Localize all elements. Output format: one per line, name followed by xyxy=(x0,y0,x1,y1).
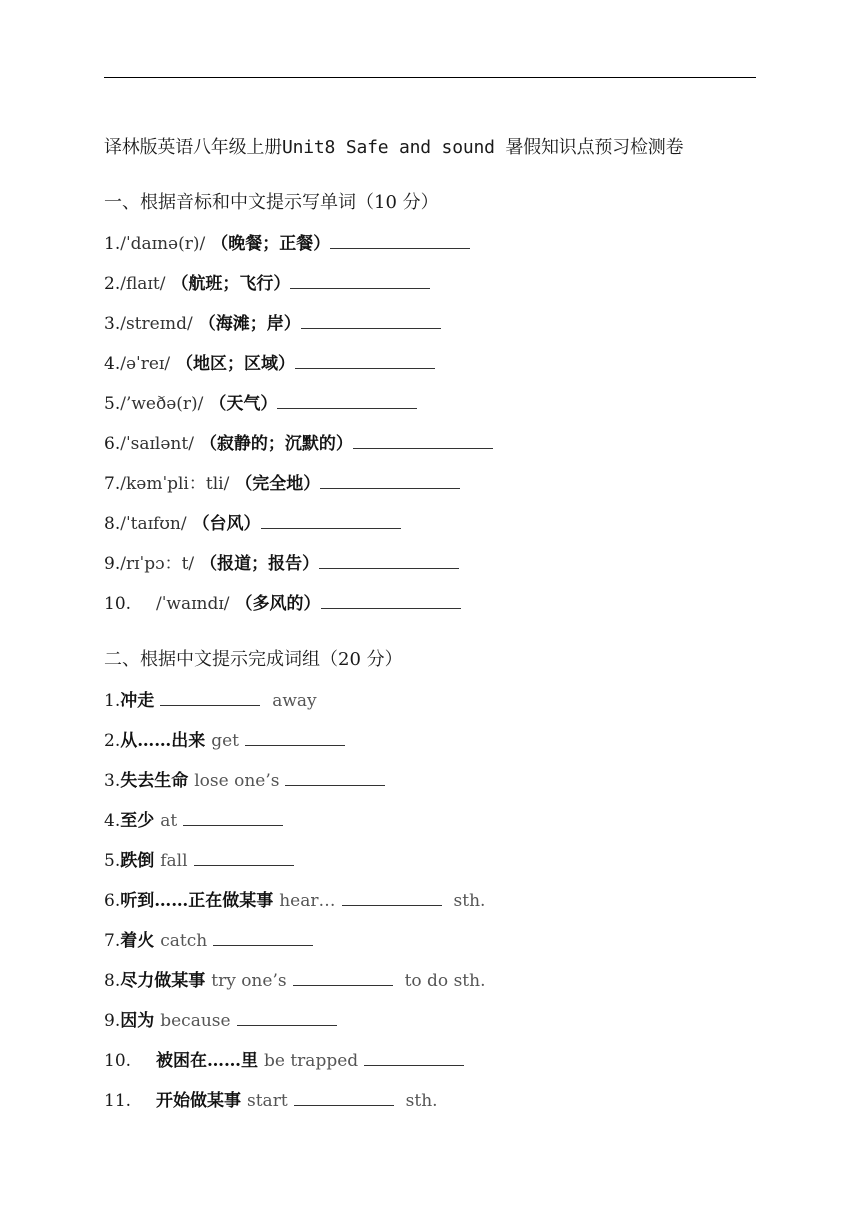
item-number: 5. xyxy=(104,851,121,871)
phrase-suffix: away xyxy=(272,691,317,711)
answer-blank[interactable] xyxy=(342,891,442,906)
answer-blank[interactable] xyxy=(330,234,470,249)
item-number: 11. xyxy=(104,1091,132,1111)
chinese-hint: （航班；飞行） xyxy=(171,274,291,294)
vocab-item xyxy=(104,589,461,614)
vocab-item xyxy=(104,229,470,254)
answer-blank[interactable] xyxy=(319,554,459,569)
phonetic-text: /’weðə(r)/ xyxy=(120,394,204,414)
chinese-prompt: 听到……正在做某事 xyxy=(120,891,274,911)
answer-blank[interactable] xyxy=(290,274,430,289)
chinese-prompt: 从……出来 xyxy=(120,731,206,751)
chinese-hint: （台风） xyxy=(192,514,261,534)
answer-blank[interactable] xyxy=(285,771,385,786)
item-number: 3. xyxy=(104,771,121,791)
answer-blank[interactable] xyxy=(301,314,441,329)
answer-blank[interactable] xyxy=(294,1091,394,1106)
phrase-item xyxy=(104,686,317,711)
answer-blank[interactable] xyxy=(261,514,401,529)
chinese-hint: （完全地） xyxy=(235,474,321,494)
chinese-prompt: 着火 xyxy=(120,931,155,951)
phonetic-text: /ˈtaɪfʊn/ xyxy=(120,514,187,534)
item-number: 5. xyxy=(104,394,121,414)
section2-heading: 二、根据中文提示完成词组（20 分） xyxy=(104,649,403,670)
phonetic-text: /kəmˈpli：tli/ xyxy=(120,474,230,494)
phonetic-text: /rɪˈpɔ：t/ xyxy=(120,554,195,574)
chinese-prompt: 因为 xyxy=(120,1011,155,1031)
item-number: 9. xyxy=(104,1011,121,1031)
chinese-prompt: 被困在……里 xyxy=(156,1051,258,1071)
vocab-item xyxy=(104,429,493,454)
phrase-item xyxy=(104,806,283,831)
phrase-item xyxy=(104,846,294,871)
chinese-prompt: 失去生命 xyxy=(120,771,189,791)
answer-blank[interactable] xyxy=(160,691,260,706)
phrase-prefix: get xyxy=(211,731,240,751)
answer-blank[interactable] xyxy=(194,851,294,866)
item-number: 2. xyxy=(104,731,121,751)
phrase-prefix: at xyxy=(160,811,178,831)
answer-blank[interactable] xyxy=(353,434,493,449)
vocab-item xyxy=(104,309,441,334)
chinese-hint: （地区；区域） xyxy=(176,354,296,374)
chinese-hint: （多风的） xyxy=(235,594,321,614)
phrase-prefix: fall xyxy=(160,851,188,871)
phrase-item xyxy=(104,926,313,951)
chinese-hint: （晚餐；正餐） xyxy=(211,234,331,254)
answer-blank[interactable] xyxy=(277,394,417,409)
vocab-item xyxy=(104,549,459,574)
header-rule xyxy=(104,77,756,78)
answer-blank[interactable] xyxy=(213,931,313,946)
item-number: 1. xyxy=(104,691,121,711)
chinese-hint: （报道；报告） xyxy=(200,554,320,574)
phrase-item xyxy=(104,886,485,911)
phrase-prefix: catch xyxy=(160,931,208,951)
phrase-prefix: lose one’s xyxy=(194,771,280,791)
item-number: 4. xyxy=(104,811,121,831)
phrase-prefix: be trapped xyxy=(264,1051,359,1071)
item-number: 10. xyxy=(104,594,132,614)
phrase-prefix: try one’s xyxy=(211,971,287,991)
answer-blank[interactable] xyxy=(183,811,283,826)
phonetic-text: /ˈsaɪlənt/ xyxy=(120,434,194,454)
phrase-item xyxy=(104,1046,464,1071)
answer-blank[interactable] xyxy=(364,1051,464,1066)
chinese-prompt: 尽力做某事 xyxy=(120,971,206,991)
answer-blank[interactable] xyxy=(321,594,461,609)
item-number: 9. xyxy=(104,554,121,574)
item-number: 6. xyxy=(104,434,121,454)
item-number: 7. xyxy=(104,931,121,951)
item-number: 4. xyxy=(104,354,121,374)
answer-blank[interactable] xyxy=(295,354,435,369)
phrase-item xyxy=(104,966,485,991)
phrase-suffix: sth. xyxy=(453,891,486,911)
item-number: 8. xyxy=(104,971,121,991)
vocab-item xyxy=(104,269,430,294)
item-number: 6. xyxy=(104,891,121,911)
vocab-item xyxy=(104,469,460,494)
vocab-item xyxy=(104,509,401,534)
chinese-hint: （天气） xyxy=(209,394,278,414)
chinese-prompt: 至少 xyxy=(120,811,155,831)
phrase-prefix: because xyxy=(160,1011,231,1031)
item-number: 8. xyxy=(104,514,121,534)
chinese-hint: （海滩；岸） xyxy=(198,314,301,334)
answer-blank[interactable] xyxy=(320,474,460,489)
item-number: 10. xyxy=(104,1051,132,1071)
chinese-prompt: 跌倒 xyxy=(120,851,155,871)
answer-blank[interactable] xyxy=(237,1011,337,1026)
phonetic-text: /ˈdaɪnə(r)/ xyxy=(120,234,206,254)
item-number: 2. xyxy=(104,274,121,294)
phonetic-text: /streɪnd/ xyxy=(120,314,193,334)
phrase-item xyxy=(104,1086,438,1111)
phrase-suffix: to do sth. xyxy=(404,971,486,991)
phrase-item xyxy=(104,726,345,751)
answer-blank[interactable] xyxy=(293,971,393,986)
phrase-suffix: sth. xyxy=(405,1091,438,1111)
vocab-item xyxy=(104,389,417,414)
phonetic-text: /əˈreɪ/ xyxy=(120,354,171,374)
chinese-hint: （寂静的；沉默的） xyxy=(199,434,353,454)
item-number: 7. xyxy=(104,474,121,494)
phrase-prefix: hear… xyxy=(279,891,336,911)
section1-heading: 一、根据音标和中文提示写单词（10 分） xyxy=(104,192,439,213)
phrase-item xyxy=(104,1006,337,1031)
vocab-item xyxy=(104,349,435,374)
document-title: 译林版英语八年级上册Unit8 Safe and sound 暑假知识点预习检测卷 xyxy=(104,137,684,158)
phonetic-text: /flaɪt/ xyxy=(120,274,166,294)
phrase-prefix: start xyxy=(247,1091,288,1111)
chinese-prompt: 开始做某事 xyxy=(156,1091,241,1111)
chinese-prompt: 冲走 xyxy=(120,691,155,711)
phonetic-text: /ˈwaɪndɪ/ xyxy=(156,594,230,614)
item-number: 1. xyxy=(104,234,121,254)
answer-blank[interactable] xyxy=(245,731,345,746)
phrase-item xyxy=(104,766,385,791)
item-number: 3. xyxy=(104,314,121,334)
